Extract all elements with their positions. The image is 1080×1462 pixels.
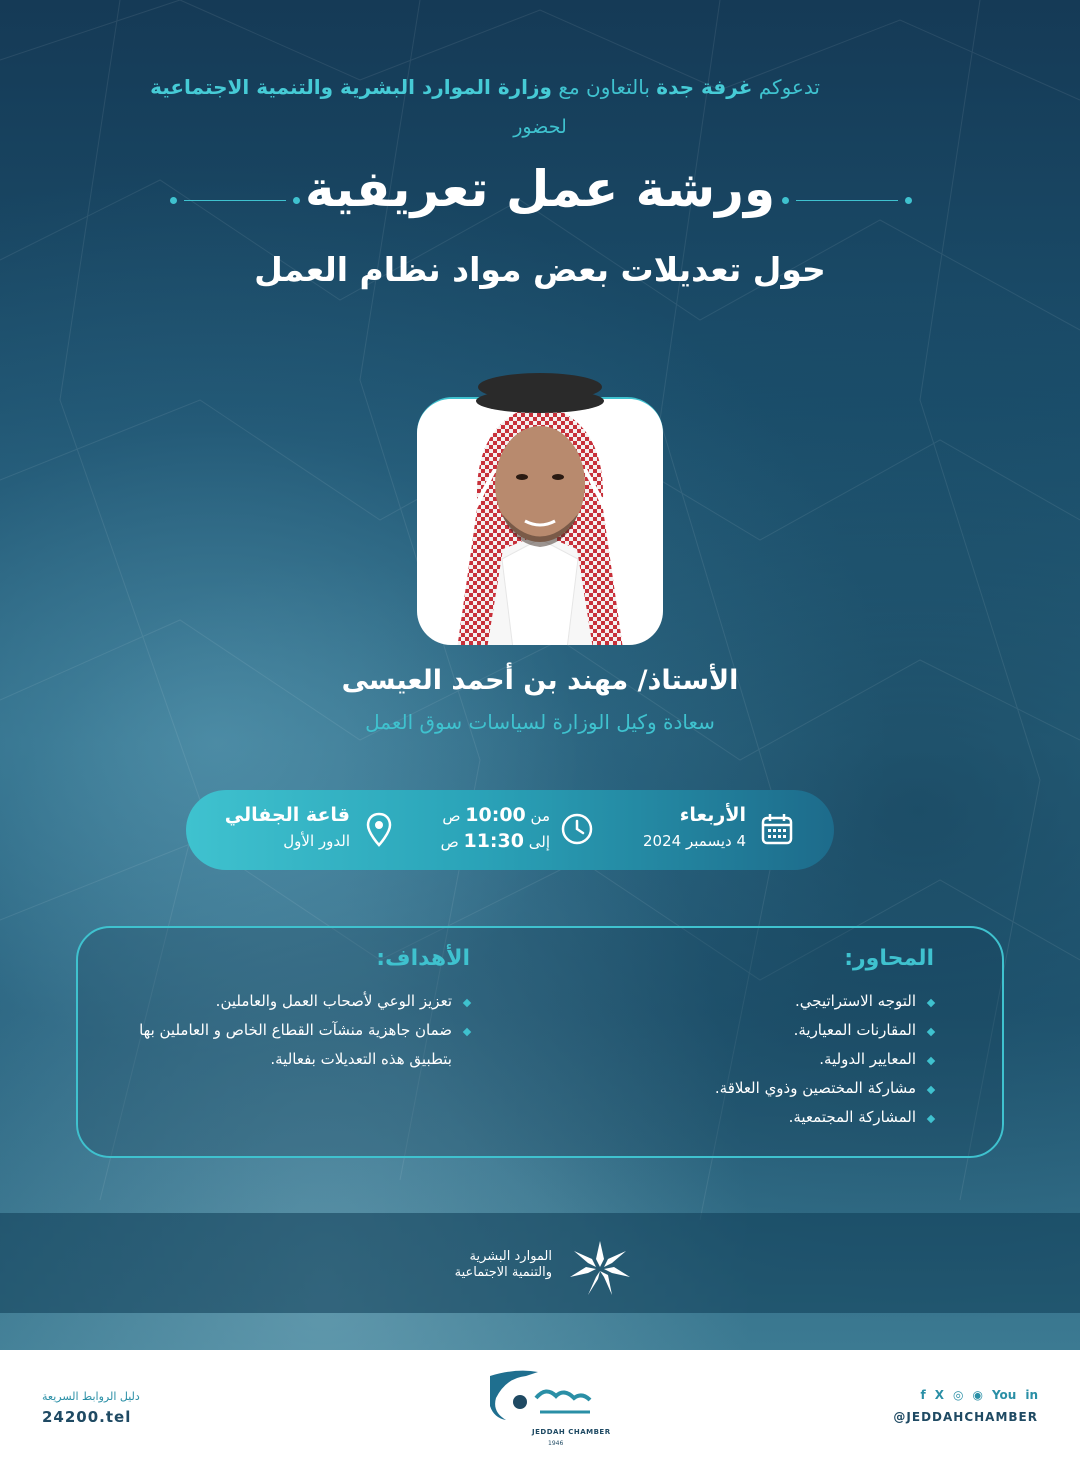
footer [0,1350,1080,1462]
invitation-line [80,72,890,102]
goals-list [130,992,470,1068]
event-title: ورشة عمل تعريفية [304,160,776,218]
time-from-suffix: ص [442,807,461,825]
speaker-photo [417,397,663,643]
clock-icon [560,812,594,846]
chamber-year: 1946 [548,1440,564,1447]
list-item: التوجه الاستراتيجي. [594,992,934,1010]
axes-goals-box [76,926,1004,1158]
time-block [441,804,550,852]
venue-block [225,804,350,850]
snapchat-icon[interactable]: ◉ [972,1388,983,1402]
ministry-band [0,1213,1080,1313]
facebook-icon[interactable]: f [920,1388,926,1402]
venue-floor: الدور الأول [283,832,350,850]
invite-attend: لحضور [513,116,567,138]
event-info-bar [186,790,834,870]
x-icon[interactable]: X [934,1388,944,1402]
speaker-role: سعادة وكيل الوزارة لسياسات سوق العمل [365,710,715,734]
axes-heading: المحاور: [844,946,934,971]
list-item: تعزيز الوعي لأصحاب العمل والعاملين. [130,992,470,1010]
list-item: المعايير الدولية. [594,1050,934,1068]
ministry-name: وزارة الموارد البشرية والتنمية الاجتماعية [150,75,552,99]
axes-list [594,992,934,1126]
list-item-continuation: بتطبيق هذه التعديلات بفعالية. [270,1050,452,1068]
speaker-portrait-icon [417,349,663,645]
invite-mid: بالتعاون مع [558,75,650,99]
ministry-logo-text: الموارد البشرية والتنمية الاجتماعية [454,1249,552,1281]
list-item: مشاركة المختصين وذوي العلاقة. [594,1079,934,1097]
event-day: الأربعاء [679,804,746,826]
calendar-icon [760,812,794,846]
time-to-suffix: ص [440,833,459,851]
social-icons [921,1388,1039,1402]
event-subtitle: حول تعديلات بعض مواد نظام العمل [254,250,826,289]
speaker-name: الأستاذ/ مهند بن أحمد العيسى [341,665,739,696]
venue-name: قاعة الجفالي [224,804,350,826]
jeddah-chamber-logo-icon [486,1368,596,1430]
time-from-label: من [530,807,550,825]
date-block [643,804,746,850]
ministry-star-logo-icon [564,1237,636,1299]
quick-links-url[interactable]: 24200.tel [42,1408,132,1426]
linkedin-icon[interactable]: in [1025,1388,1038,1402]
jeddah-chamber-name: غرفة جدة [656,75,753,99]
list-item: المشاركة المجتمعية. [594,1108,934,1126]
event-date: 4 ديسمبر 2024 [643,832,746,850]
location-pin-icon [366,812,392,848]
chamber-name-en: JEDDAH CHAMBER [532,1428,611,1436]
youtube-icon[interactable]: You [991,1388,1017,1402]
social-handle[interactable]: @JEDDAHCHAMBER [893,1410,1038,1424]
goals-heading: الأهداف: [376,946,470,971]
list-item: المقارنات المعيارية. [594,1021,934,1039]
time-to-label: إلى [528,833,550,851]
instagram-icon[interactable]: ◎ [953,1388,964,1402]
invite-prefix: تدعوكم [758,75,820,99]
time-from: 10:00 [465,804,526,826]
list-item: ضمان جاهزية منشآت القطاع الخاص و العاملين بها [130,1021,470,1039]
time-to: 11:30 [463,830,524,852]
quick-links-label: دليل الروابط السريعة [42,1390,140,1403]
